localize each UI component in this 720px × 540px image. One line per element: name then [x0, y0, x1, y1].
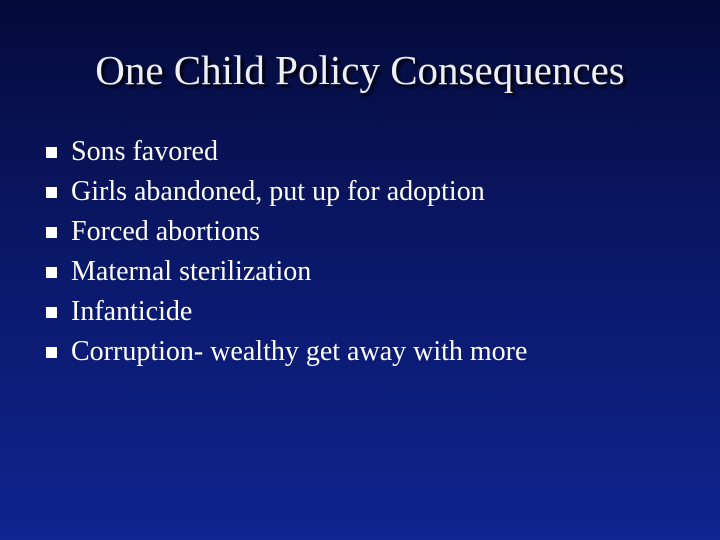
square-bullet-icon [46, 307, 57, 318]
slide-title: One Child Policy Consequences [95, 47, 625, 93]
bullet-text: Corruption- wealthy get away with more [71, 336, 528, 367]
bullet-item [46, 252, 527, 292]
square-bullet-icon [46, 187, 57, 198]
bullet-text: Forced abortions [71, 216, 260, 247]
bullet-item [46, 292, 527, 332]
bullet-item [46, 172, 527, 212]
bullet-item [46, 212, 527, 252]
square-bullet-icon [46, 147, 57, 158]
bullet-text: Maternal sterilization [71, 256, 312, 287]
bullet-text: Infanticide [71, 296, 193, 327]
square-bullet-icon [46, 347, 57, 358]
bullet-item [46, 132, 527, 172]
bullet-list [46, 132, 527, 372]
bullet-text: Sons favored [71, 136, 218, 167]
square-bullet-icon [46, 227, 57, 238]
bullet-text: Girls abandoned, put up for adoption [71, 176, 485, 207]
bullet-item [46, 332, 527, 372]
square-bullet-icon [46, 267, 57, 278]
